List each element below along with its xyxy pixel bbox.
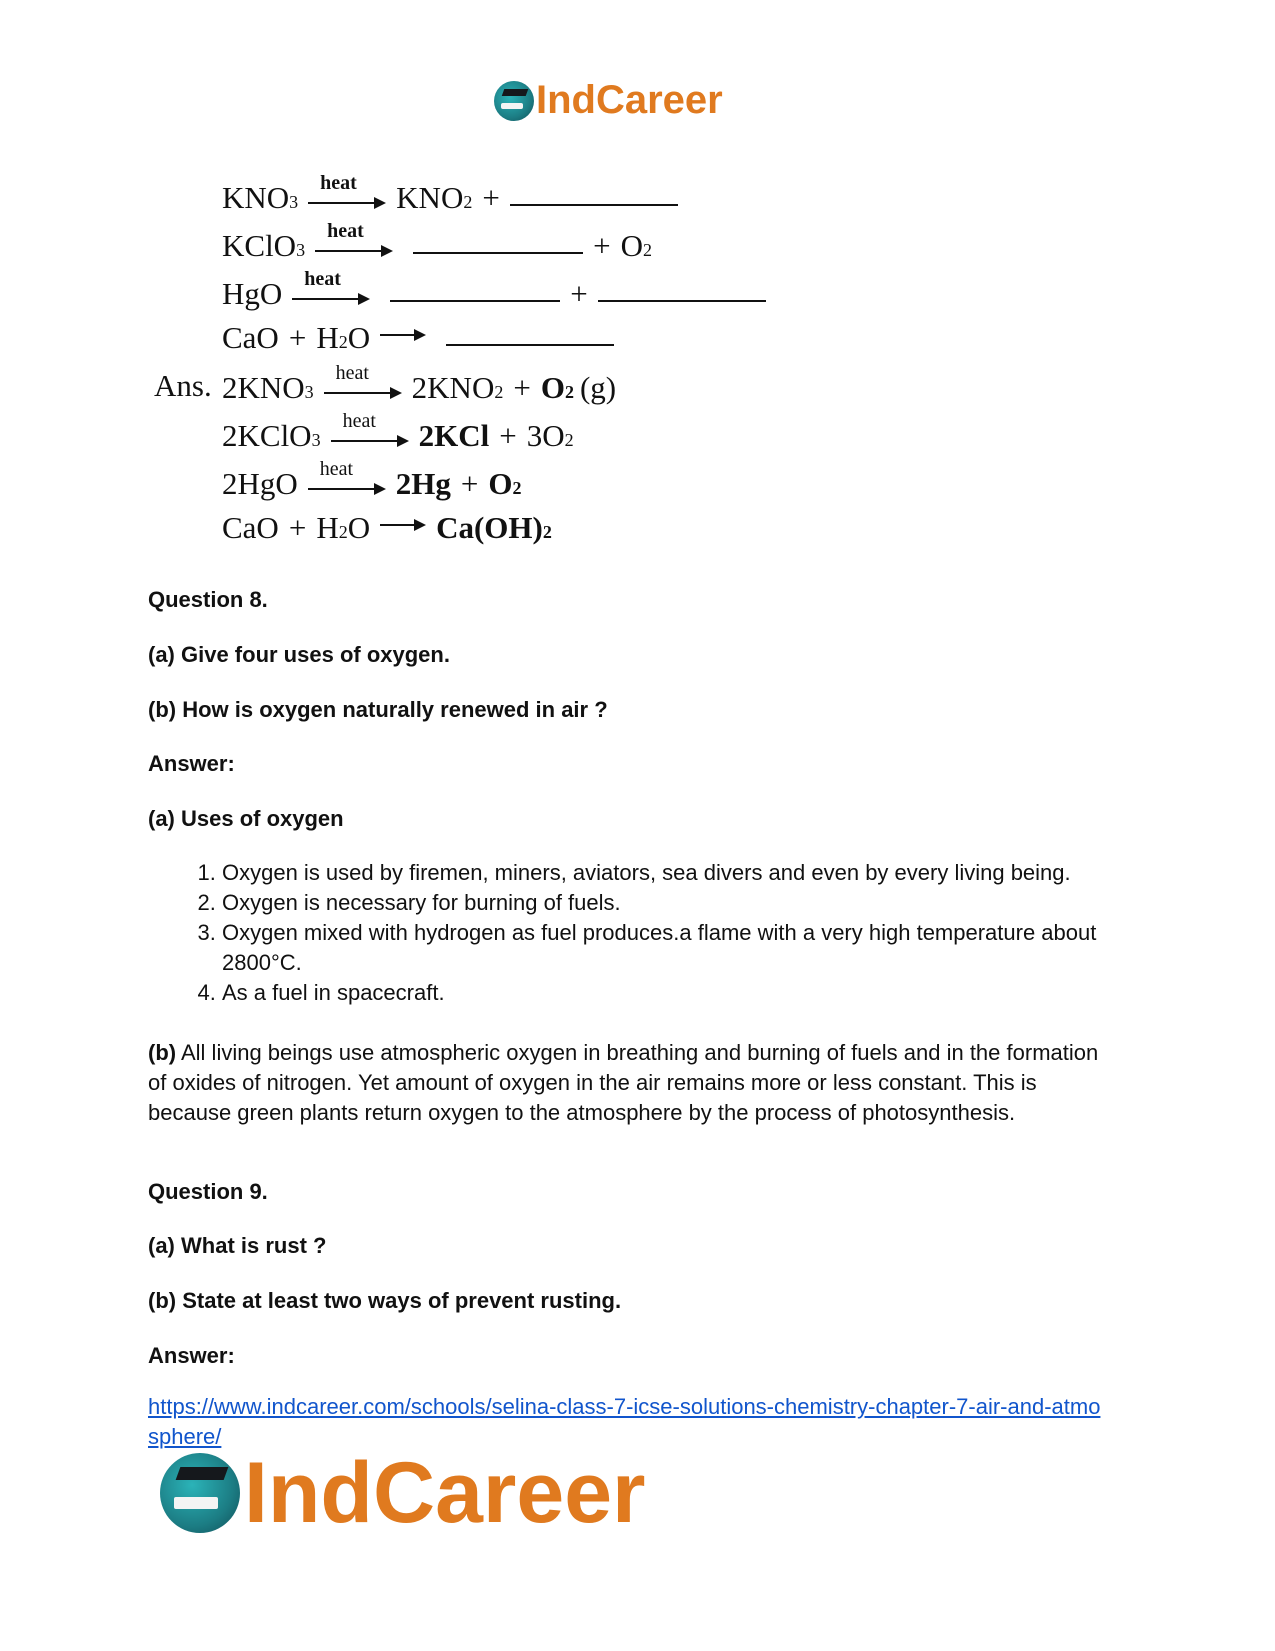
- equation-q2: KClO 3 heat + O 2: [222, 220, 652, 263]
- equation-a4: CaO + H 2 O Ca(OH) 2: [222, 510, 552, 545]
- graduation-cap-icon: [160, 1453, 240, 1533]
- answer-b-text: All living beings use atmospheric oxygen in breathing and burning of fuels and in the formation of oxides of nitrogen. Yet amount of oxygen in the air remains more or less constant. This is because green plants return oxygen to the atmosphere by the process of photosynthesis.: [148, 1040, 1099, 1125]
- question-9-part-b: (b) State at least two ways of prevent rusting.: [148, 1288, 622, 1313]
- list-item: 3. Oxygen mixed with hydrogen as fuel produces.a flame with a very high temperature about 2800°C.: [222, 918, 1182, 978]
- equation-a2: 2KClO 3 heat 2KCl + 3O 2: [222, 410, 574, 453]
- right-arrow-icon: [397, 435, 409, 447]
- ans-label: Ans.: [154, 368, 212, 403]
- equation-q4: CaO + H 2 O: [222, 318, 624, 356]
- equation-q3: HgO heat +: [222, 274, 776, 312]
- answer-blank: [446, 344, 614, 346]
- right-arrow-icon: [358, 293, 370, 305]
- question-8-title: Question 8.: [148, 587, 268, 612]
- footer-logo: [160, 1445, 646, 1541]
- list-item: 2. Oxygen is necessary for burning of fuels.: [222, 888, 1182, 918]
- list-item: 4. As a fuel in spacecraft.: [222, 978, 1182, 1008]
- answer-blank: [413, 252, 583, 254]
- right-arrow-icon: [414, 519, 426, 531]
- graduation-cap-icon: [494, 81, 534, 121]
- right-arrow-icon: [374, 197, 386, 209]
- answer-blank: [510, 204, 678, 206]
- uses-heading: (a) Uses of oxygen: [148, 806, 344, 831]
- header-logo-text: IndCareer: [536, 78, 723, 122]
- header-logo: [494, 78, 723, 123]
- question-9-answer-label: Answer:: [148, 1343, 235, 1368]
- question-9-part-a: (a) What is rust ?: [148, 1233, 327, 1258]
- question-8-answer-label: Answer:: [148, 751, 235, 776]
- answer-blank: [390, 300, 560, 302]
- right-arrow-icon: [374, 483, 386, 495]
- list-item: 1. Oxygen is used by firemen, miners, aviators, sea divers and even by every living being.: [222, 858, 1182, 888]
- question-8-part-a: (a) Give four uses of oxygen.: [148, 642, 450, 667]
- footer-logo-text: IndCareer: [244, 1445, 646, 1541]
- source-link[interactable]: https://www.indcareer.com/schools/selina-class-7-icse-solutions-chemistry-chapter-7-air-and-atmosphere/: [148, 1394, 1101, 1449]
- question-9-title: Question 9.: [148, 1179, 268, 1204]
- equation-q1: KNO 3 heat KNO 2 +: [222, 178, 688, 216]
- right-arrow-icon: [390, 387, 402, 399]
- equation-a1: 2KNO 3 heat 2KNO 2 + O 2 (g): [222, 362, 617, 405]
- question-8-part-b: (b) How is oxygen naturally renewed in air ?: [148, 697, 608, 722]
- answer-blank: [598, 300, 766, 302]
- answer-b-paragraph: [148, 1038, 1108, 1128]
- right-arrow-icon: [381, 245, 393, 257]
- equation-a3: 2HgO heat 2Hg + O 2: [222, 458, 522, 501]
- right-arrow-icon: [414, 329, 426, 341]
- uses-list: [148, 858, 1182, 1008]
- arrow-label: heat: [320, 172, 357, 194]
- answer-b-label: (b): [148, 1040, 177, 1065]
